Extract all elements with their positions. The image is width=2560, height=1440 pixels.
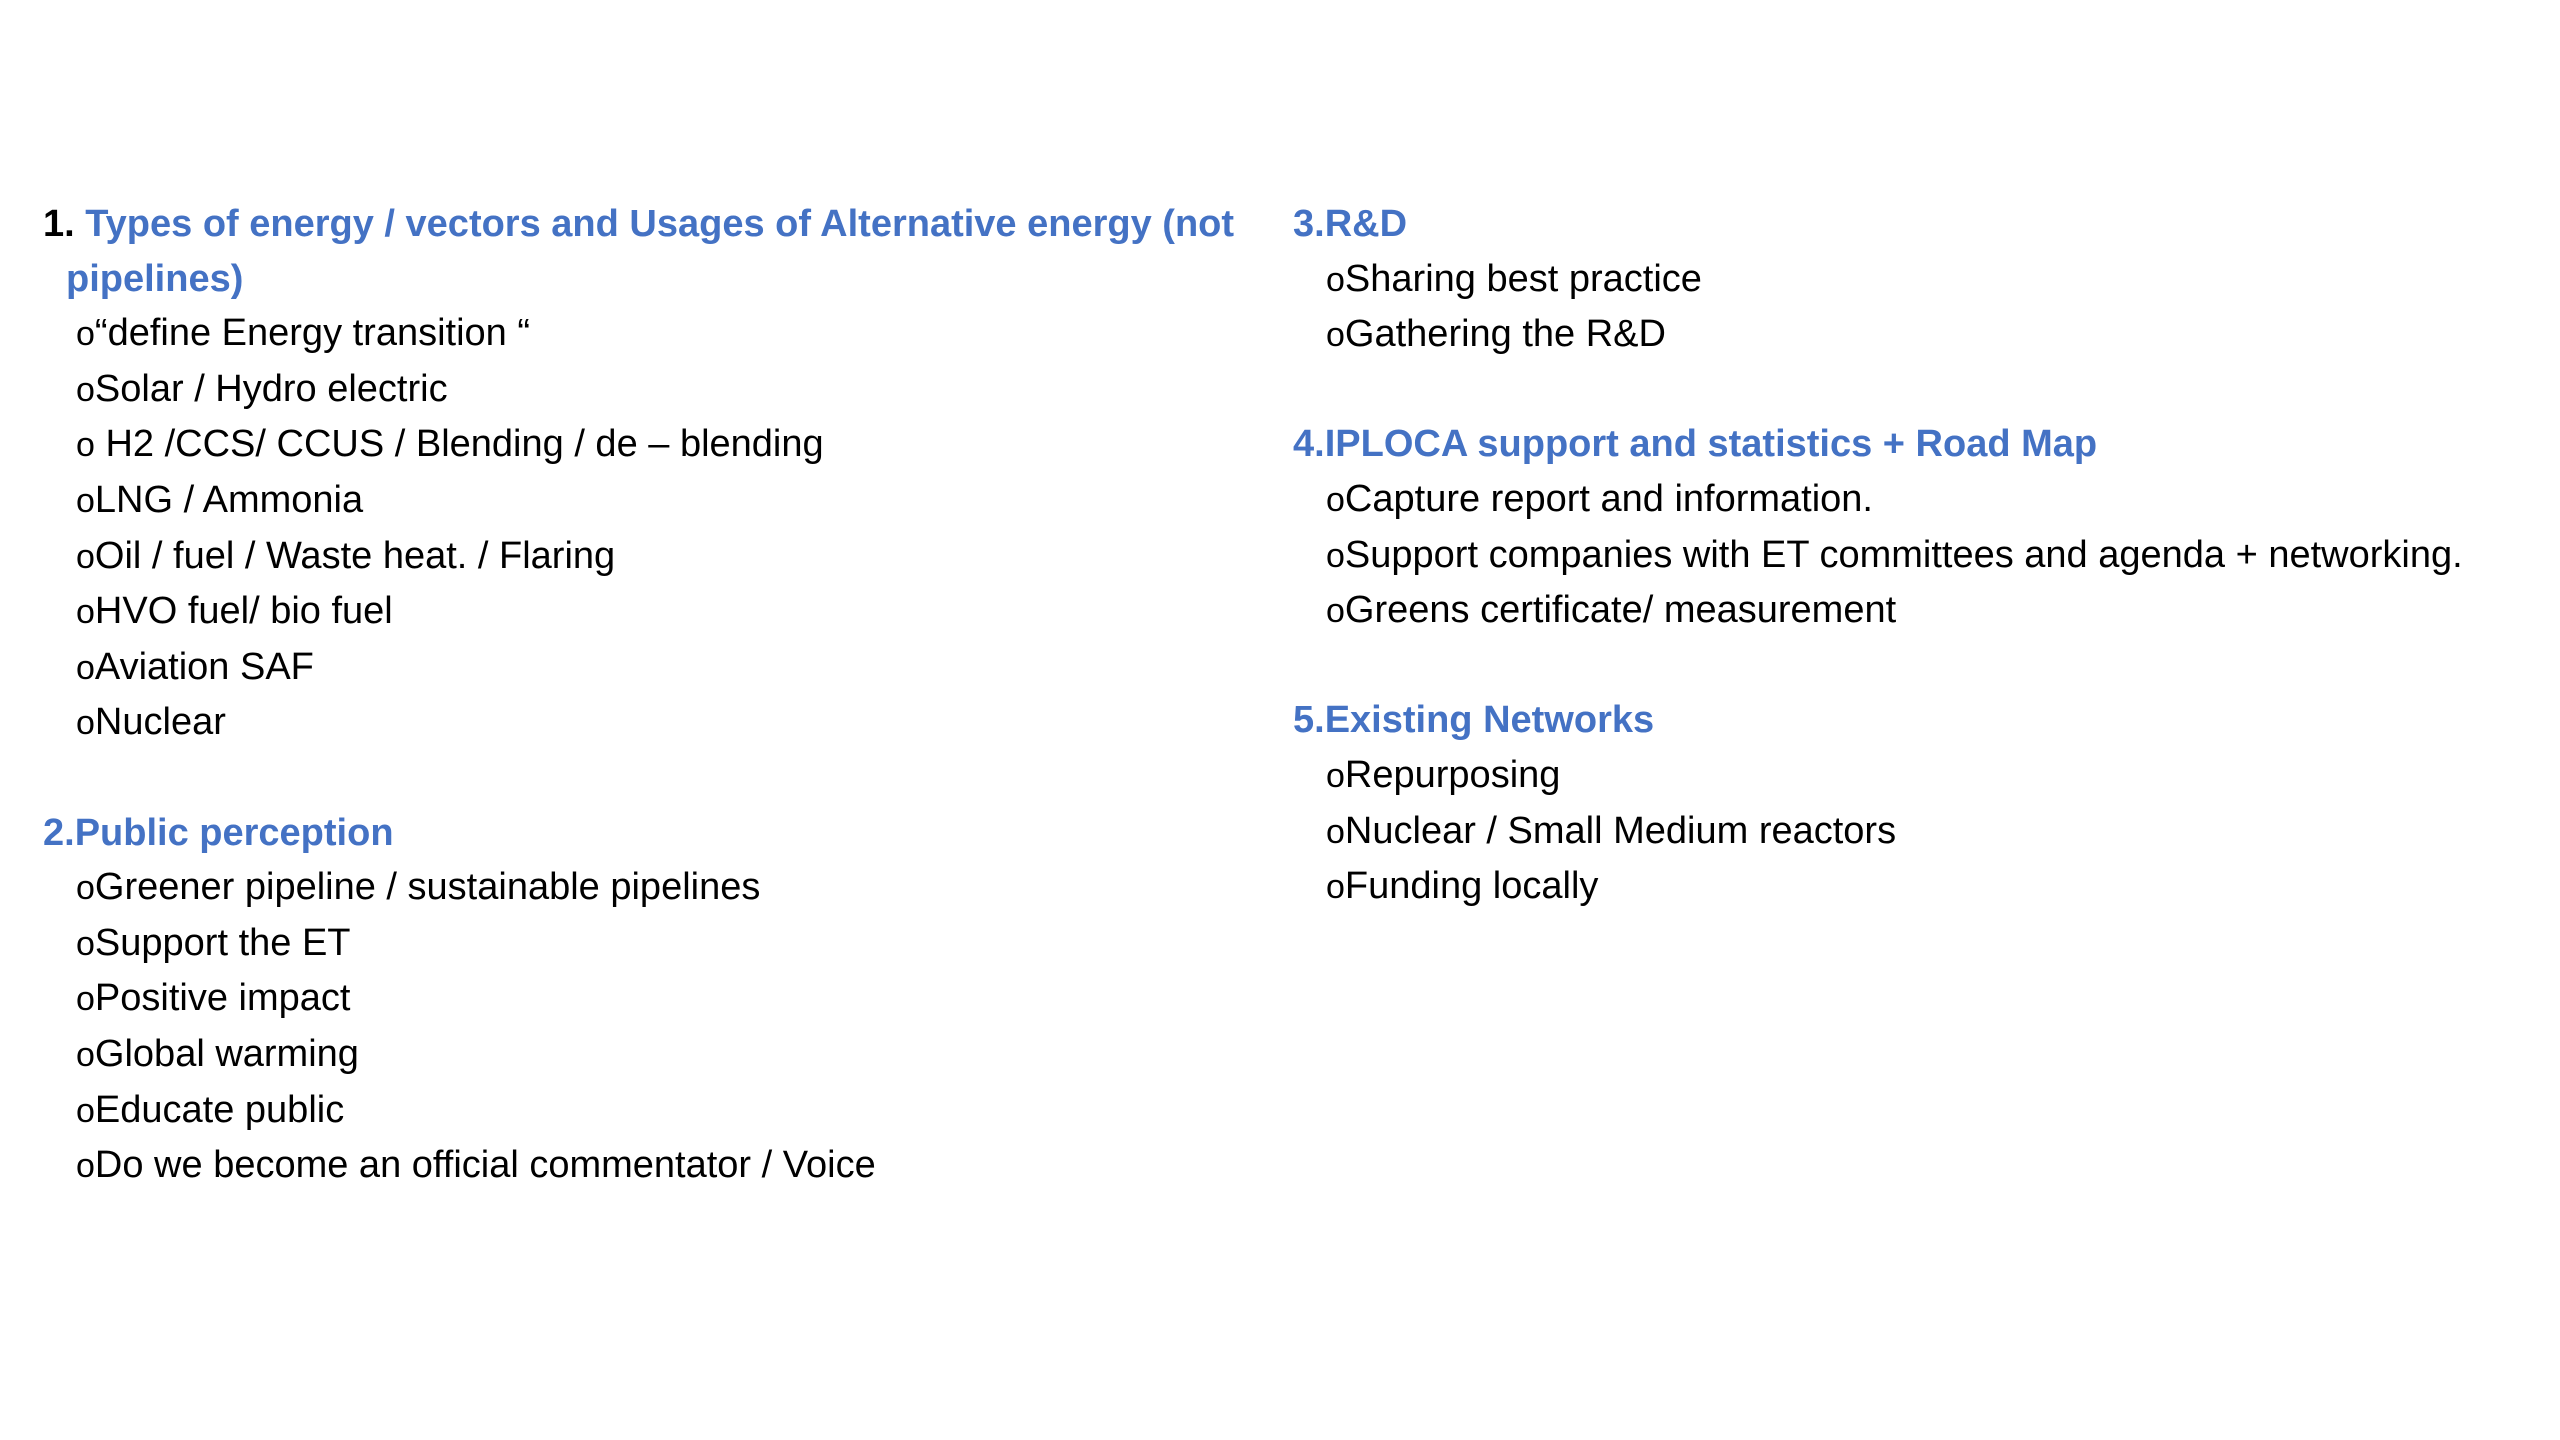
list-item-text: Global warming xyxy=(94,1032,359,1075)
list-item-text: Nuclear / Small Medium reactors xyxy=(1344,809,1897,852)
bullet-icon: o xyxy=(1326,536,1345,575)
list-item-text: Gathering the R&D xyxy=(1344,313,1666,356)
list-item-text: Aviation SAF xyxy=(94,645,314,688)
list-item xyxy=(76,362,1243,418)
list-item-text: Support the ET xyxy=(94,921,351,964)
bullet-icon: o xyxy=(76,1091,95,1130)
bullet-icon: o xyxy=(76,648,95,687)
list-item-text: Support companies with ET committees and agenda + networking. xyxy=(1344,533,2463,576)
section-existing-networks xyxy=(1293,693,2533,914)
bullet-icon: o xyxy=(76,315,95,354)
list-item xyxy=(1326,252,2533,308)
bullet-icon: o xyxy=(1326,756,1345,795)
list-item xyxy=(76,306,1243,362)
bullet-icon: o xyxy=(1326,260,1345,299)
list-item xyxy=(76,971,1243,1027)
list-item-text: Greens certificate/ measurement xyxy=(1344,589,1897,632)
bullet-icon: o xyxy=(76,426,95,465)
section-heading xyxy=(1293,417,2533,472)
list-item-text: LNG / Ammonia xyxy=(94,478,364,521)
bullet-icon: o xyxy=(1326,480,1345,519)
list-item-text: Oil / fuel / Waste heat. / Flaring xyxy=(94,534,616,577)
section-title: Existing Networks xyxy=(1324,699,1655,742)
bullet-icon: o xyxy=(76,1147,95,1186)
section-number: 4. xyxy=(1293,423,1325,466)
bullet-list xyxy=(43,306,1243,751)
section-heading xyxy=(43,197,1243,306)
bullet-icon: o xyxy=(1326,316,1345,355)
list-item-text: Sharing best practice xyxy=(1344,257,1702,300)
list-item-text: H2 /CCS/ CCUS / Blending / de – blending xyxy=(94,423,824,466)
left-column xyxy=(43,197,1243,1248)
list-item-text: Educate public xyxy=(94,1088,345,1131)
bullet-list xyxy=(43,860,1243,1194)
bullet-icon: o xyxy=(1326,592,1345,631)
list-item xyxy=(1326,472,2533,528)
list-item xyxy=(1326,804,2533,860)
list-item xyxy=(76,695,1243,751)
section-number: 3. xyxy=(1293,203,1325,245)
bullet-list xyxy=(1293,472,2533,639)
list-item-text: Positive impact xyxy=(94,977,351,1020)
list-item xyxy=(76,916,1243,972)
list-item xyxy=(76,1027,1243,1083)
list-item xyxy=(1326,748,2533,804)
section-rnd xyxy=(1293,197,2533,363)
list-item xyxy=(76,860,1243,916)
list-item-text: Do we become an official commentator / Voice xyxy=(94,1144,876,1187)
list-item xyxy=(1326,583,2533,639)
bullet-icon: o xyxy=(76,704,95,743)
bullet-icon: o xyxy=(1326,868,1345,907)
list-item xyxy=(76,529,1243,585)
bullet-list xyxy=(1293,252,2533,363)
bullet-icon: o xyxy=(1326,812,1345,851)
section-energy-types xyxy=(43,197,1243,751)
section-heading xyxy=(1293,693,2533,748)
bullet-icon: o xyxy=(76,869,95,908)
bullet-icon: o xyxy=(76,537,95,576)
list-item xyxy=(76,473,1243,529)
list-item-text: “define Energy transition “ xyxy=(94,312,531,355)
bullet-icon: o xyxy=(76,593,95,632)
list-item xyxy=(76,1083,1243,1139)
section-title: Public perception xyxy=(74,811,394,854)
section-number: 5. xyxy=(1293,699,1325,742)
list-item-text: Nuclear xyxy=(94,701,226,744)
bullet-icon: o xyxy=(76,924,95,963)
section-number: 2. xyxy=(43,811,75,854)
section-heading xyxy=(43,806,1243,861)
bullet-icon: o xyxy=(76,1035,95,1074)
bullet-list xyxy=(1293,748,2533,915)
list-item xyxy=(76,584,1243,640)
section-title: R&D xyxy=(1324,203,1408,245)
bullet-icon: o xyxy=(76,980,95,1019)
bullet-icon: o xyxy=(76,481,95,520)
list-item-text: Repurposing xyxy=(1344,753,1561,796)
list-item xyxy=(76,417,1243,473)
list-item xyxy=(76,1138,1243,1194)
list-item xyxy=(76,640,1243,696)
section-heading xyxy=(1293,197,2533,252)
section-title: Types of energy / vectors and Usages of Alternative energy (not pipelines) xyxy=(66,203,1235,300)
list-item-text: HVO fuel/ bio fuel xyxy=(94,590,393,633)
section-iploca-support xyxy=(1293,417,2533,638)
list-item-text: Solar / Hydro electric xyxy=(94,367,448,410)
list-item-text: Greener pipeline / sustainable pipelines xyxy=(94,866,761,909)
section-public-perception xyxy=(43,806,1243,1194)
section-number: 1. xyxy=(43,203,75,245)
right-column xyxy=(1293,197,2533,969)
list-item xyxy=(1326,859,2533,915)
bullet-icon: o xyxy=(76,370,95,409)
list-item xyxy=(1326,528,2533,584)
section-title: IPLOCA support and statistics + Road Map xyxy=(1324,423,2098,466)
list-item-text: Capture report and information. xyxy=(1344,477,1873,520)
list-item-text: Funding locally xyxy=(1344,865,1599,908)
list-item xyxy=(1326,307,2533,363)
